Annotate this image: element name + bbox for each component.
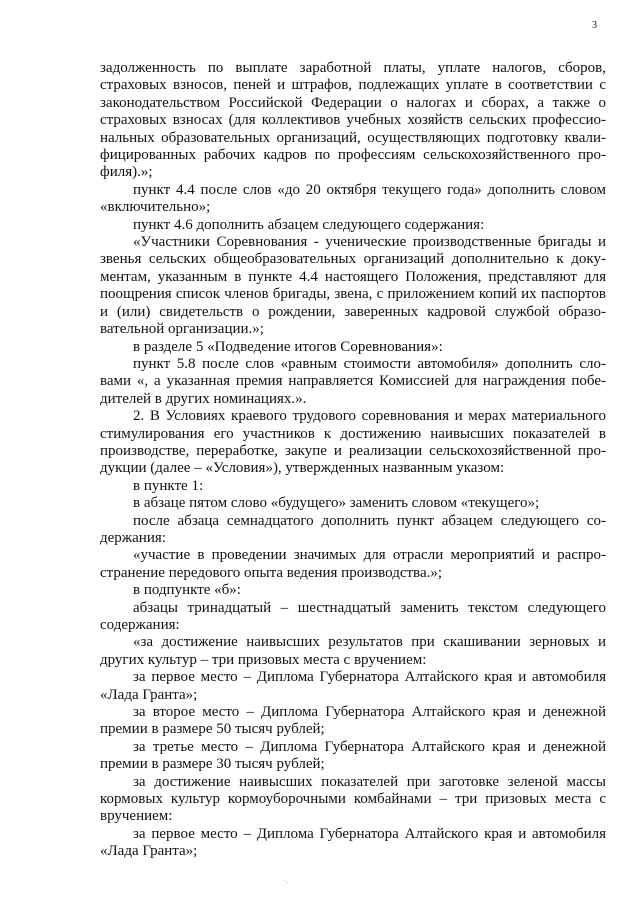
page-number: 3 <box>592 20 597 31</box>
paragraph-10: после абзаца семнадцатого дополнить пункт абзацем следующего содержания: <box>100 512 606 546</box>
paragraph-8: в пункте 1: <box>133 477 204 494</box>
paragraph-11: «участие в проведении значимых для отрасли мероприятий и распространение передового опыта ведения производства.»; <box>100 547 606 581</box>
paragraph-5: в разделе 5 «Подведение итогов Соревнования»: <box>133 338 443 355</box>
paragraph-15: за первое место – Диплома Губернатора Алтайского края и автомобиля «Лада Гранта»; <box>100 669 606 703</box>
paragraph-19: за первое место – Диплома Губернатора Алтайского края и автомобиля «Лада Гранта»; <box>100 825 606 860</box>
paragraph-4: «Участники Соревнования - ученические производственные бригады и звенья сельских общеобразовательных организаций дополнительно к документам, указанным в пункте 4.4 настоящего Положения, представляют для поощрения список членов бригады, звена, с приложением копий их паспортов и (или) свидетельств о рождении, заверенных кадровой службой образовательной организации.»; <box>100 234 606 338</box>
paragraph-14: «за достижение наивысших результатов при скашивании зерновых и других культур – три призовых места с вручением: <box>100 634 606 668</box>
scan-artifact: ·.· <box>283 876 294 885</box>
paragraph-16: за второе место – Диплома Губернатора Алтайского края и денежной премии в размере 50 тысяч рублей; <box>100 704 606 738</box>
document-body <box>100 60 606 861</box>
paragraph-2: пункт 4.4 после слов «до 20 октября текущего года» дополнить словом «включительно»; <box>100 181 606 216</box>
paragraph-9: в абзаце пятом слово «будущего» заменить словом «текущего»; <box>133 495 540 512</box>
paragraph-7: 2. В Условиях краевого трудового соревнования и мерах материального стимулирования его участников к достижению наивысших показателей в производстве, переработке, закупе и реализации сельскохозяйственной продукции (далее – «Условия»), утвержденных названным указом: <box>100 408 606 477</box>
paragraph-3: пункт 4.6 дополнить абзацем следующего содержания: <box>133 216 485 233</box>
paragraph-17: за третье место – Диплома Губернатора Алтайского края и денежной премии в размере 30 тысяч рублей; <box>100 738 606 773</box>
paragraph-18: за достижение наивысших показателей при заготовке зеленой массы кормовых культур кормоуборочными комбайнами – три призовых места с вручением: <box>100 773 606 825</box>
paragraph-13: абзацы тринадцатый – шестнадцатый заменить текстом следующего содержания: <box>100 599 606 633</box>
paragraph-6: пункт 5.8 после слов «равным стоимости автомобиля» дополнить словами «, а указанная премия направляется Комиссией для награждения победителей в других номинациях.». <box>100 355 606 407</box>
paragraph-1: задолженность по выплате заработной платы, уплате налогов, сборов, страховых взносов, пеней и штрафов, подлежащих уплате в соответствии с законодательством Российской Федерации о налогах и сборах, а также о страховых взносах (для коллективов учебных хозяйств сельских профессиональных образовательных организаций, осуществляющих подготовку квалифицированных рабочих кадров по профессиям сельскохозяйственного профиля).»; <box>100 60 606 181</box>
paragraph-12: в подпункте «б»: <box>133 582 241 599</box>
